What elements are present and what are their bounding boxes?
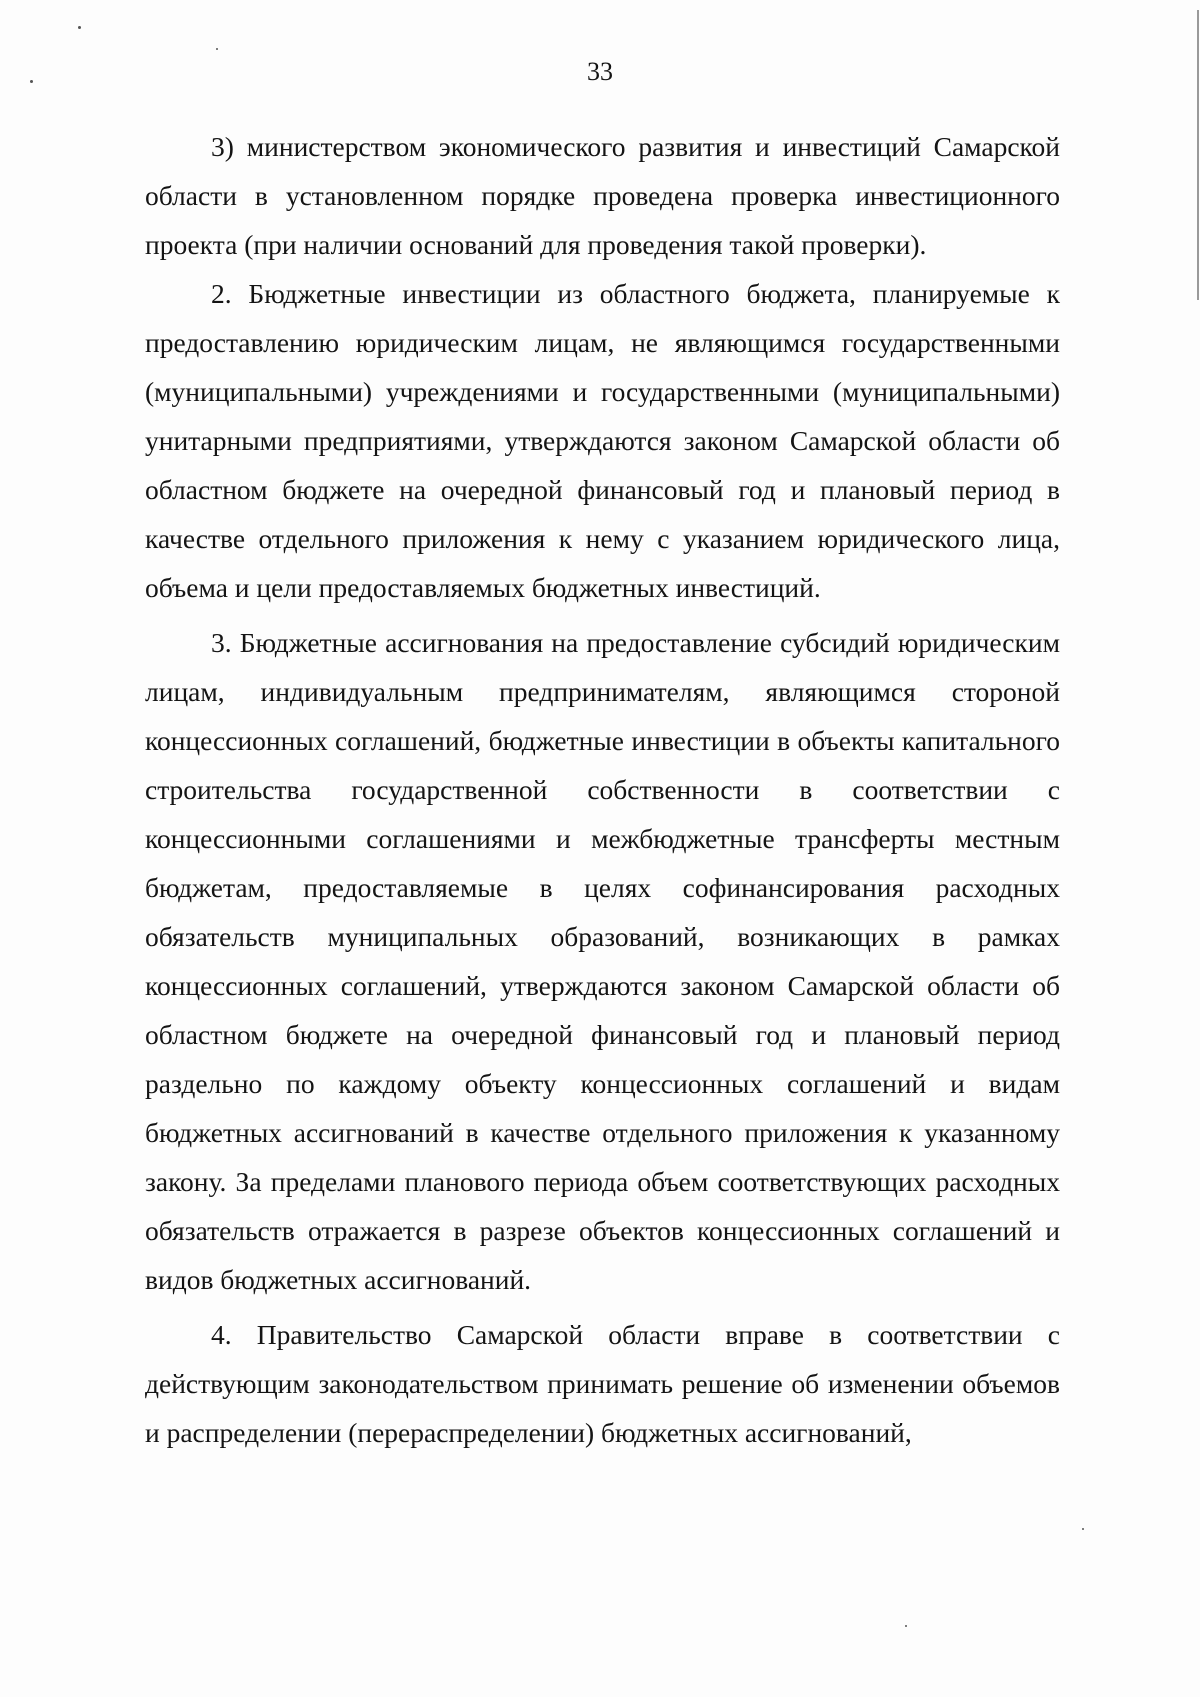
scan-speck (216, 48, 218, 50)
page-number: 33 (587, 57, 613, 86)
scan-speck (30, 80, 33, 83)
document-body (145, 122, 1060, 1457)
paragraph-item-2: 2. Бюджетные инвестиции из областного бюджета, планируемые к предоставлению юридическим лицам, не являющимся государственными (муниципальными) учреждениями и государственными (муниципальными) унитарными предприятиями, утверждаются законом Самарской области об областном бюджете на очередной финансовый год и плановый период в качестве отдельного приложения к нему с указанием юридического лица, объема и цели предоставляемых бюджетных инвестиций. (145, 278, 1060, 603)
paragraph-item-3-subpoint: 3) министерством экономического развития и инвестиций Самарской области в установленном порядке проведена проверка инвестиционного проекта (при наличии оснований для проведения такой проверки). (145, 131, 1060, 260)
paragraph-item-3: 3. Бюджетные ассигнования на предоставление субсидий юридическим лицам, индивидуальным предпринимателям, являющимся стороной концессионных соглашений, бюджетные инвестиции в объекты капитального строительства государственной собственности в соответствии с концессионными соглашениями и межбюджетные трансферты местным бюджетам, предоставляемые в целях софинансирования расходных обязательств муниципальных образований, возникающих в рамках концессионных соглашений, утверждаются законом Самарской области об областном бюджете на очередной финансовый год и плановый период раздельно по каждому объекту концессионных соглашений и видам бюджетных ассигнований в качестве отдельного приложения к указанному закону. За пределами планового периода объем соответствующих расходных обязательств отражается в разрезе объектов концессионных соглашений и видов бюджетных ассигнований. (145, 627, 1060, 1295)
scan-speck (78, 26, 81, 29)
paragraph-item-4: 4. Правительство Самарской области вправе в соответствии с действующим законодательством принимать решение об изменении объемов и распределении (перераспределении) бюджетных ассигнований, (145, 1319, 1060, 1448)
scan-speck (905, 1625, 907, 1627)
scan-speck (1082, 1528, 1084, 1530)
scan-edge-line (1197, 10, 1199, 300)
